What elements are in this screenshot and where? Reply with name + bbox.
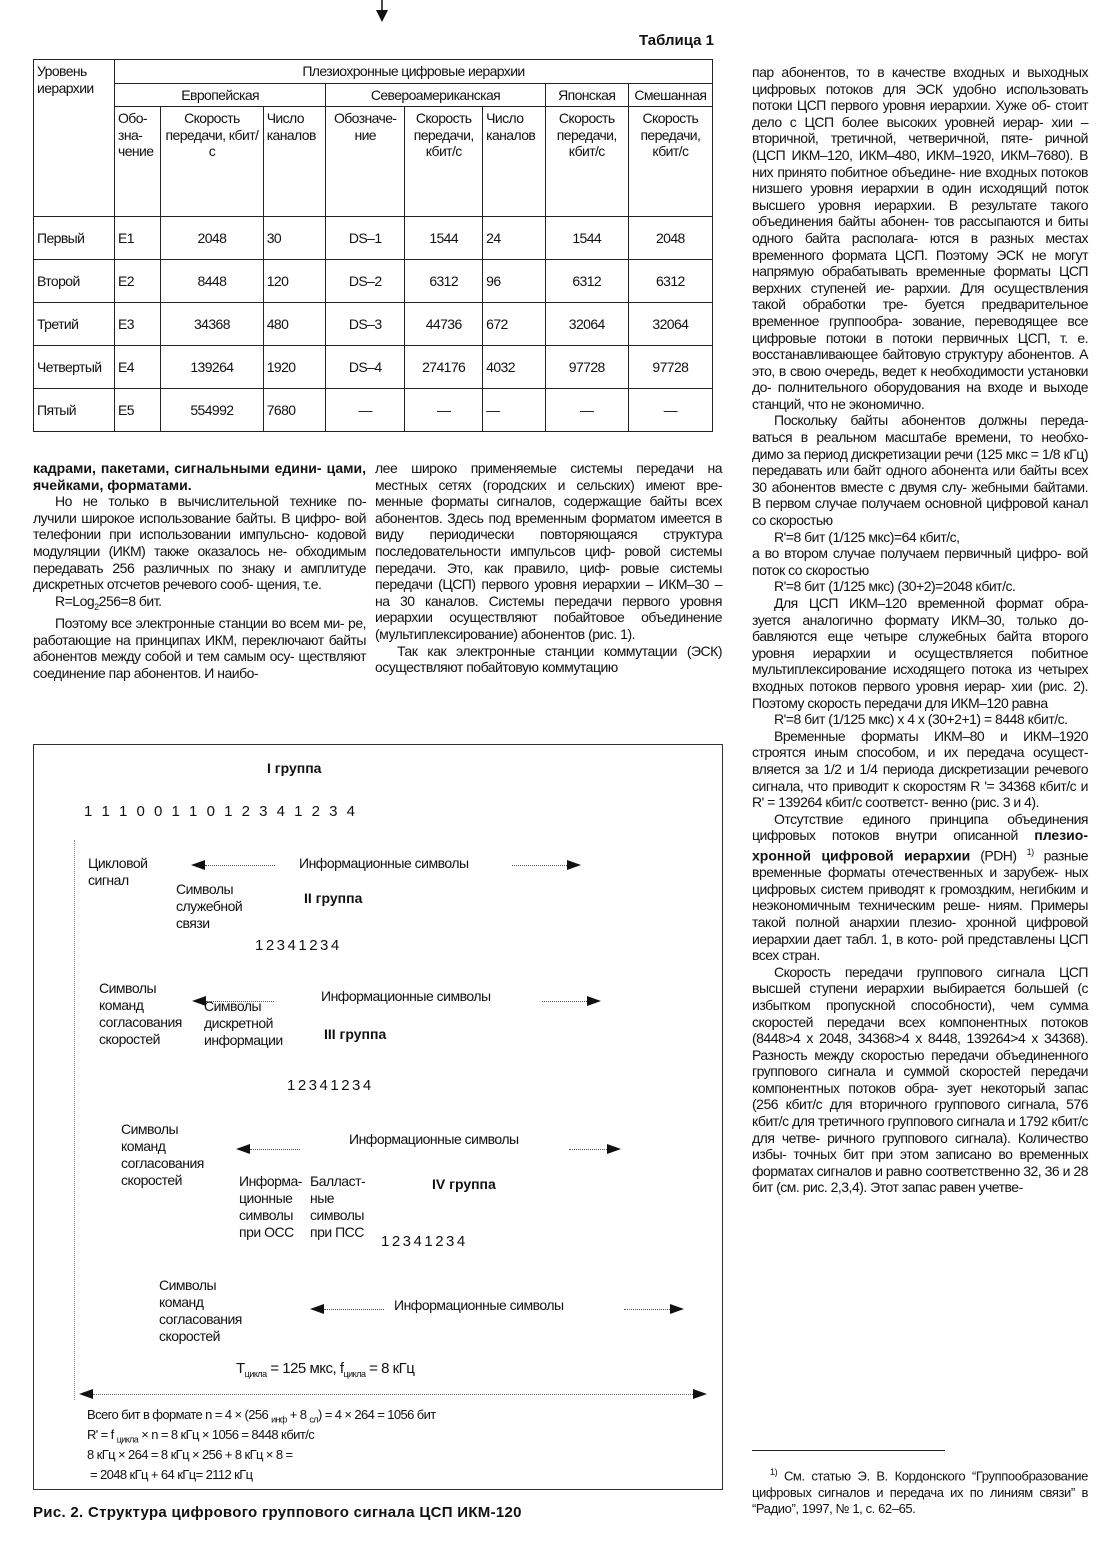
cell-eu-rate: 2048 xyxy=(161,217,264,260)
subheader-na-designation: Обозначе- ние xyxy=(326,107,405,217)
cell-eu-rate: 139264 xyxy=(161,346,264,389)
cell-eu-rate: 8448 xyxy=(161,260,264,303)
cell-jp-rate: 1544 xyxy=(545,217,628,260)
paragraph: Для ЦСП ИКМ–120 временной формат обра- зуется аналогично формату ИКМ–30, только до- бавляются еще четыре служебных байта второго уровня иерархии и осуществляется побитное мультиплексирование исходящего потока из четырех входных потоков первого уровня иерар- хии (рис. 2). Поэтому скорость передачи для ИКМ–120 равна xyxy=(752,595,1088,711)
cell-jp-rate: 6312 xyxy=(545,260,628,303)
arrow-right-icon xyxy=(607,1144,621,1154)
cell-eu-ch: 480 xyxy=(263,303,326,346)
info-symbols-label: Информационные символы xyxy=(394,1297,564,1313)
cell-eu-des: E5 xyxy=(115,389,161,432)
cell-mix-rate: 6312 xyxy=(628,260,712,303)
paragraph: Поскольку байты абонентов должны переда- ваться в реальном масштабе времени, то необхо- димо за период дискретизации речи (125 мкс = 1/8 кГц) передавать или байт одного абонента или байты всех 30 абонентов вместе с двумя слу- жебными байтами. В первом случае получаем основной цифровой канал со скоростью xyxy=(752,412,1088,529)
cell-eu-ch: 1920 xyxy=(263,346,326,389)
paragraph: Временные форматы ИКМ–80 и ИКМ–1920 строятся иным способом, и их передача осущест- вляется за 1/2 и 1/4 периода дискретизации речевого сигнала, что приводит к скоростям R '= 34368 кбит/с и R' = 139264 кбит/с соответст- венно (рис. 3 и 4). xyxy=(752,727,1088,811)
text-span: разные временные форматы отечественных и зарубеж- ных цифровых систем приводят к громоздким, негибким и неэкономичным техническим реше- ниям. Примеры такой полной анархии плезио- хронной цифровой иерархии дает табл. 1, в кото- рой представлены ЦСП всех стран. xyxy=(752,847,1089,964)
arrow-line xyxy=(542,1001,587,1002)
cell-jp-rate: — xyxy=(545,389,628,432)
paragraph: Поэтому все электронные станции во всем ми- ре, работающие на принципах ИКМ, переключают байты абонентов между собой и тем самым осу- ществляют соединение пар абонентов. И наибо- xyxy=(33,615,366,681)
cell-na-des: DS–1 xyxy=(326,217,405,260)
text-span: ) = 4 × 264 = 1056 бит xyxy=(317,1407,436,1422)
text-span: (PDH) xyxy=(970,847,1027,864)
down-arrow-icon xyxy=(374,0,390,22)
cell-na-ch: 96 xyxy=(483,260,546,303)
hierarchy-european: Европейская xyxy=(115,83,326,107)
subscript: сл xyxy=(309,1414,318,1425)
text-span: = 125 мкс, f xyxy=(266,1360,344,1377)
formula-frequency: 8 кГц × 264 = 8 кГц × 256 + 8 кГц × 8 = xyxy=(87,1447,293,1462)
subscript: цикла xyxy=(343,1369,366,1379)
cell-na-ch: 24 xyxy=(483,217,546,260)
bold-intro: кадрами, пакетами, сигнальными едини- цами, ячейками, форматами. xyxy=(33,460,366,493)
level-header: Уровень иерархии xyxy=(34,60,115,217)
cycle-arrow-line xyxy=(93,1394,693,1395)
table-row xyxy=(34,303,713,346)
cell-na-des: DS–3 xyxy=(326,303,405,346)
table-row xyxy=(34,346,713,389)
subheader-na-rate: Скорость передачи, кбит/с xyxy=(405,107,483,217)
paragraph: Так как электронные станции коммутации (ЭСК) осуществляют побайтовую коммутацию xyxy=(375,642,722,676)
cell-level: Первый xyxy=(34,217,115,260)
cell-jp-rate: 32064 xyxy=(545,303,628,346)
rate-command-symbols-label: Символы команд согласования скоростей xyxy=(121,1121,204,1188)
arrow-line xyxy=(205,865,275,866)
cell-na-des: — xyxy=(326,389,405,432)
group-header: Плезиохронные цифровые иерархии xyxy=(115,60,713,84)
guide-line xyxy=(74,840,75,1400)
cell-eu-rate: 554992 xyxy=(161,389,264,432)
arrow-line xyxy=(512,865,567,866)
info-symbols-label: Информационные символы xyxy=(349,1131,519,1147)
formula: R'=8 бит (1/125 мкс)=64 кбит/с, xyxy=(774,528,960,545)
table-header-row xyxy=(34,60,713,84)
arrow-left-icon xyxy=(191,860,205,870)
text-column-1 xyxy=(33,460,366,682)
hierarchy-mixed: Смешанная xyxy=(628,83,712,107)
cell-level: Пятый xyxy=(34,389,115,432)
arrow-right-icon xyxy=(670,1304,684,1314)
service-symbols-label: Символы служебной связи xyxy=(176,881,243,931)
cell-eu-des: E1 xyxy=(115,217,161,260)
paragraph: лее широко применяемые системы передачи на местных сетях (городских и сельских) имеют вре- менные форматы сигналов, содержащие байты всех абонентов. Здесь под временным форматом имеется в виду периодически повторяющаяся структура последовательности импульсов циф- ровой системы передачи. Это, как правило, циф- ровые системы передачи (ЦСП) первого уровня иерархии – ИКМ–30 – на 30 каналов. Системы передачи первого уровня иерархии осуществляют побайтовое объединение (мультиплексирование) абонентов (рис. 1). xyxy=(375,460,722,642)
group-2-label: II группа xyxy=(304,890,363,906)
cell-mix-rate: 2048 xyxy=(628,217,712,260)
cell-na-rate: 44736 xyxy=(405,303,483,346)
cell-level: Второй xyxy=(34,260,115,303)
cell-mix-rate: 97728 xyxy=(628,346,712,389)
hierarchy-table xyxy=(33,59,713,432)
text-column-3 xyxy=(752,64,1088,1196)
text-span: T xyxy=(236,1360,245,1377)
table-row xyxy=(34,217,713,260)
cell-na-rate: 6312 xyxy=(405,260,483,303)
subheader-eu-channels: Число каналов xyxy=(263,107,326,217)
subheader-mix-rate: Скорость передачи, кбит/с xyxy=(628,107,712,217)
info-symbols-label: Информационные символы xyxy=(299,855,469,871)
footnote-text: См. статью Э. В. Кордонского “Группообразование цифровых сигналов и передача их по линиям связи” в “Радио”, 1997, № 1, с. 62–65. xyxy=(752,1468,1088,1517)
cell-na-des: DS–2 xyxy=(326,260,405,303)
discrete-symbols-label: Символы дискретной информации xyxy=(204,998,283,1048)
cell-na-ch: 4032 xyxy=(483,346,546,389)
cell-na-rate: — xyxy=(405,389,483,432)
arrow-right-icon xyxy=(693,1389,707,1399)
table-row xyxy=(34,260,713,303)
arrow-right-icon xyxy=(587,996,601,1006)
arrow-left-icon xyxy=(236,1144,250,1154)
arrow-line xyxy=(569,1149,607,1150)
footnote-ref[interactable]: 1) xyxy=(1026,846,1034,857)
group-1-label: I группа xyxy=(267,760,322,776)
bit-sequence-4: 12341234 xyxy=(381,1233,468,1250)
group-4-label: IV группа xyxy=(432,1176,496,1192)
cell-na-rate: 274176 xyxy=(405,346,483,389)
cell-mix-rate: — xyxy=(628,389,712,432)
bit-sequence-2: 12341234 xyxy=(255,937,342,954)
formula: R'=8 бит (1/125 мкс) (30+2)=2048 кбит/с. xyxy=(774,578,1016,595)
cell-na-rate: 1544 xyxy=(405,217,483,260)
group-3-label: III группа xyxy=(324,1026,387,1042)
rate-command-symbols-label: Символы команд согласования скоростей xyxy=(99,980,182,1047)
figure-caption: Рис. 2. Структура цифрового группового сигнала ЦСП ИКМ-120 xyxy=(33,1504,522,1521)
arrow-left-icon xyxy=(310,1304,324,1314)
formula-part: R=Log xyxy=(55,592,95,609)
paragraph: а во втором случае получаем первичный цифро- вой поток со скоростью xyxy=(752,545,1088,578)
cell-na-ch: — xyxy=(483,389,546,432)
cell-eu-rate: 34368 xyxy=(161,303,264,346)
subheader-eu-designation: Обо- зна- чение xyxy=(115,107,161,217)
hierarchy-north-american: Североамериканская xyxy=(326,83,545,107)
cell-eu-des: E2 xyxy=(115,260,161,303)
text-span: + 8 xyxy=(286,1407,310,1422)
text-span: × n = 8 кГц × 1056 = 8448 кбит/с xyxy=(138,1427,315,1442)
bit-sequence-3: 12341234 xyxy=(287,1077,374,1094)
rate-command-symbols-label: Символы команд согласования скоростей xyxy=(159,1277,242,1344)
text-span: Отсутствие единого принципа объединения цифровых потоков внутри описанной xyxy=(752,810,1088,844)
arrow-line xyxy=(324,1309,384,1310)
cell-eu-ch: 120 xyxy=(263,260,326,303)
subscript: инф xyxy=(271,1414,287,1425)
info-symbols-occ-label: Информа- ционные символы при ОСС xyxy=(239,1173,302,1240)
arrow-right-icon xyxy=(567,860,581,870)
formula-log xyxy=(33,593,366,615)
formula-part: 256=8 бит. xyxy=(98,592,162,609)
arrow-line xyxy=(250,1149,300,1150)
cell-na-des: DS–4 xyxy=(326,346,405,389)
cell-mix-rate: 32064 xyxy=(628,303,712,346)
formula-subscript: 2 xyxy=(94,601,99,612)
formula-frequency-result: = 2048 кГц + 64 кГц= 2112 кГц xyxy=(90,1467,253,1482)
hierarchy-header-row xyxy=(34,83,713,107)
figure-frame xyxy=(33,744,723,1490)
formula-total-bits xyxy=(87,1407,436,1425)
paragraph: Но не только в вычислительной технике по- лучили широкое использование байты. В цифро- вой телефонии при использовании импульсно- кодовой модуляции (ИКМ) также оказалось не- обходимым передавать 256 различных по знаку и амплитуде дискретных отсчетов речевого сооб- щения, т.е. xyxy=(33,493,366,593)
cell-eu-des: E3 xyxy=(115,303,161,346)
cell-level: Четвертый xyxy=(34,346,115,389)
subheader-na-channels: Число каналов xyxy=(483,107,546,217)
subscript: цикла xyxy=(116,1434,139,1445)
cell-eu-ch: 7680 xyxy=(263,389,326,432)
cycle-period-label xyxy=(236,1360,414,1383)
footnote-divider xyxy=(752,1450,945,1451)
cell-na-ch: 672 xyxy=(483,303,546,346)
formula-rate xyxy=(87,1427,314,1445)
cell-eu-ch: 30 xyxy=(263,217,326,260)
cell-eu-des: E4 xyxy=(115,346,161,389)
subheader-jp-rate: Скорость передачи, кбит/с xyxy=(545,107,628,217)
cell-jp-rate: 97728 xyxy=(545,346,628,389)
hierarchy-japanese: Японская xyxy=(545,83,628,107)
cyclic-signal-label: Цикловой сигнал xyxy=(88,855,148,888)
table-caption: Таблица 1 xyxy=(638,32,714,49)
paragraph xyxy=(752,811,1088,964)
footnote xyxy=(752,1464,1088,1518)
subheader-eu-rate: Скорость передачи, кбит/с xyxy=(161,107,264,217)
formula: R'=8 бит (1/125 мкс) х 4 х (30+2+1) = 8448 кбит/с. xyxy=(774,711,1068,728)
table-row xyxy=(34,389,713,432)
text-column-2 xyxy=(375,460,722,676)
paragraph: пар абонентов, то в качестве входных и выходных цифровых потоков для ЭСК удобно использовать потоки ЦСП первого уровня иерархии. Хуже об- стоит дело с ЦСП более высоких уровней иерар- хии – вторичной, третичной, четверичной, пяте- ричной (ЦСП ИКМ–120, ИКМ–480, ИКМ–1920, ИКМ–7680). В них принято побитное объедине- ние входных потоков низшего уровня иерархии в один исходящий поток высшего уровня иерархии. В результате такого объединения байты абонен- тов рассыпаются и биты одного байта располага- ются в разных местах временного формата ЦСП. Поэтому ЭСК не могут напрямую обрабатывать временные форматы ЦСП верхних ступеней ие- рархии. Для осуществления такой обработки тре- буется предварительное временное группообра- зование, переводящее все цифровые потоки в потоки первичных ЦСП, т. е. восстанавливающее байтовую структуру абонентов. А это, в свою очередь, ведет к необходимости установки до- полнительного оборудования на входе и выходе станций, что не экономично. xyxy=(752,64,1088,412)
arrow-left-icon xyxy=(79,1389,93,1399)
info-symbols-label: Информационные символы xyxy=(321,988,491,1004)
text-span: = 8 кГц xyxy=(365,1360,415,1377)
subscript: цикла xyxy=(244,1369,267,1379)
text-span: Всего бит в формате n = 4 × (256 xyxy=(87,1407,272,1422)
footnote-marker: 1) xyxy=(770,1467,778,1477)
paragraph: Скорость передачи группового сигнала ЦСП высшей ступени иерархии выбирается большей (с избытком пропускной способности), чем сумма скоростей передачи всех компонентных потоков (8448>4 х 2048, 34368>4 х 8448, 139264>4 х 34368). Разность между скоростью передачи объединенного группового сигнала и суммой скоростей передачи компонентных потоков обра- зует некоторый запас (256 кбит/с для вторичного группового сигнала, 576 кбит/с для третичного группового сигнала и 1792 кбит/с для четве- ричного группового сигнала). Количество избы- точных бит при этом записано во временных форматах сигналов и равно соответственно 32, 36 и 28 бит (см. рис. 2,3,4). Этот запас равен учетве- xyxy=(752,963,1088,1196)
arrow-line xyxy=(624,1309,670,1310)
ballast-symbols-pss-label: Балласт- ные символы при ПСС xyxy=(310,1173,366,1240)
cell-level: Третий xyxy=(34,303,115,346)
text-span: R' = f xyxy=(87,1427,117,1442)
bit-sequence-1: 1 1 1 0 0 1 1 0 1 2 3 4 1 2 3 4 xyxy=(84,803,358,820)
bold-term: плезио- хронной цифровой иерархии xyxy=(752,827,1088,864)
subheader-row xyxy=(34,107,713,217)
